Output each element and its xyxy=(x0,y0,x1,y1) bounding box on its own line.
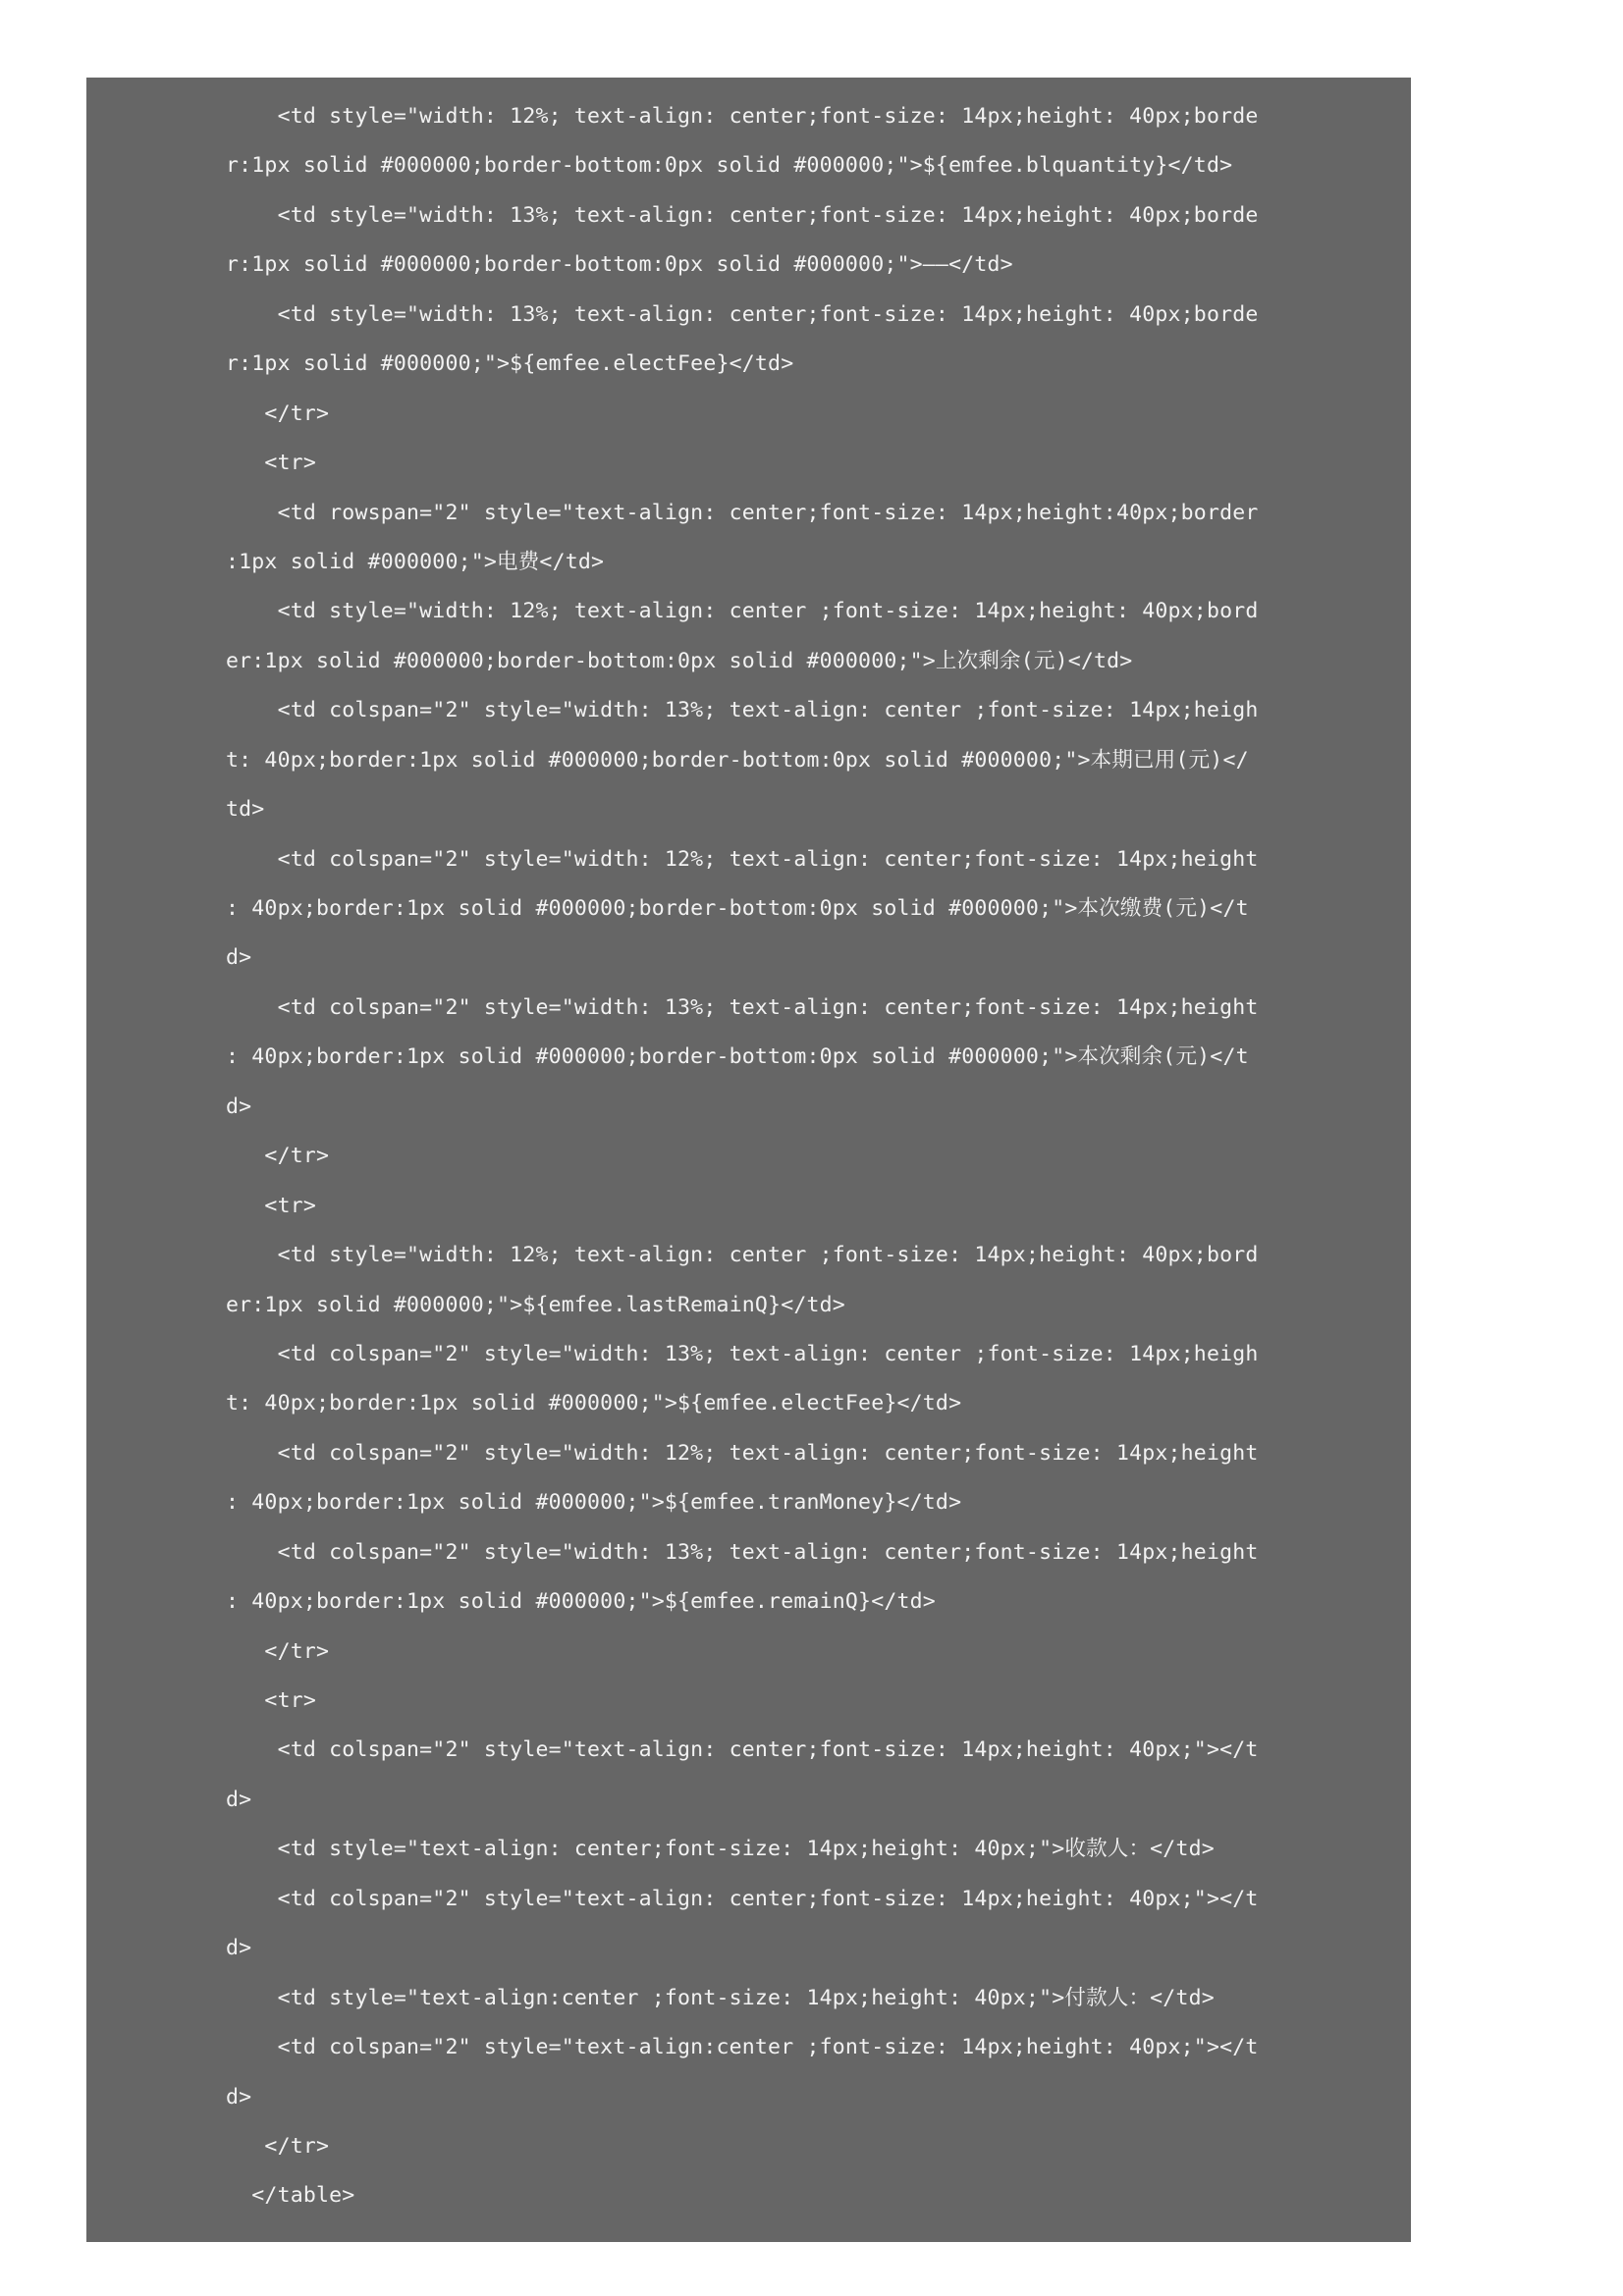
code-line: : 40px;border:1px solid #000000;border-bottom:0px solid #000000;">本次剩余(元)</t xyxy=(226,1044,1249,1070)
code-line: r:1px solid #000000;">${emfee.electFee}</td> xyxy=(226,351,794,377)
code-line: </tr> xyxy=(226,1144,330,1169)
code-line: <td colspan="2" style="width: 13%; text-align: center;font-size: 14px;height xyxy=(226,1539,1259,1565)
code-line: td> xyxy=(226,797,265,823)
code-line: t: 40px;border:1px solid #000000;">${emfee.electFee}</td> xyxy=(226,1391,962,1416)
code-lines xyxy=(226,92,1259,2221)
code-line: <td colspan="2" style="text-align:center ;font-size: 14px;height: 40px;"></t xyxy=(226,2035,1259,2060)
code-line: <tr> xyxy=(226,1193,317,1218)
code-line: :1px solid #000000;">电费</td> xyxy=(226,549,605,574)
code-line: <td rowspan="2" style="text-align: center;font-size: 14px;height:40px;border xyxy=(226,500,1259,525)
code-line: </table> xyxy=(226,2183,355,2209)
code-line: <td colspan="2" style="width: 12%; text-align: center;font-size: 14px;height xyxy=(226,846,1259,872)
code-line: <td style="text-align:center ;font-size: 14px;height: 40px;">付款人：</td> xyxy=(226,1985,1215,2010)
code-line: r:1px solid #000000;border-bottom:0px solid #000000;">——</td> xyxy=(226,252,1013,278)
code-line: d> xyxy=(226,1787,252,1812)
code-line: </tr> xyxy=(226,1638,330,1664)
code-line: <td style="text-align: center;font-size: 14px;height: 40px;">收款人：</td> xyxy=(226,1837,1215,1862)
code-line: <tr> xyxy=(226,1688,317,1713)
code-line: d> xyxy=(226,2084,252,2109)
code-line: <td colspan="2" style="text-align: center;font-size: 14px;height: 40px;"></t xyxy=(226,1737,1259,1763)
code-line: <td colspan="2" style="width: 12%; text-align: center;font-size: 14px;height xyxy=(226,1440,1259,1466)
code-line: d> xyxy=(226,1936,252,1961)
code-line: <td style="width: 13%; text-align: center;font-size: 14px;height: 40px;borde xyxy=(226,301,1259,327)
code-block xyxy=(86,78,1411,2242)
code-line: er:1px solid #000000;border-bottom:0px solid #000000;">上次剩余(元)</td> xyxy=(226,648,1133,673)
code-line: : 40px;border:1px solid #000000;border-bottom:0px solid #000000;">本次缴费(元)</t xyxy=(226,896,1249,921)
code-line: <td style="width: 12%; text-align: center ;font-size: 14px;height: 40px;bord xyxy=(226,599,1259,624)
code-line: <td style="width: 12%; text-align: center;font-size: 14px;height: 40px;borde xyxy=(226,104,1259,129)
code-line: <td colspan="2" style="width: 13%; text-align: center ;font-size: 14px;heigh xyxy=(226,698,1259,723)
code-line: <td colspan="2" style="text-align: center;font-size: 14px;height: 40px;"></t xyxy=(226,1886,1259,1911)
code-line: <td style="width: 12%; text-align: center ;font-size: 14px;height: 40px;bord xyxy=(226,1243,1259,1268)
code-line: d> xyxy=(226,945,252,971)
code-line: : 40px;border:1px solid #000000;">${emfee.tranMoney}</td> xyxy=(226,1490,962,1516)
code-line: </tr> xyxy=(226,2133,330,2159)
code-line: </tr> xyxy=(226,400,330,426)
code-line: <td colspan="2" style="width: 13%; text-align: center ;font-size: 14px;heigh xyxy=(226,1341,1259,1366)
code-line: er:1px solid #000000;">${emfee.lastRemainQ}</td> xyxy=(226,1292,845,1317)
code-line: d> xyxy=(226,1094,252,1119)
code-line: : 40px;border:1px solid #000000;">${emfee.remainQ}</td> xyxy=(226,1589,936,1615)
code-line: <td colspan="2" style="width: 13%; text-align: center;font-size: 14px;height xyxy=(226,994,1259,1020)
code-line: r:1px solid #000000;border-bottom:0px solid #000000;">${emfee.blquantity}</td> xyxy=(226,153,1233,179)
code-line: <tr> xyxy=(226,451,317,476)
code-line: t: 40px;border:1px solid #000000;border-bottom:0px solid #000000;">本期已用(元)</ xyxy=(226,747,1249,773)
code-line: <td style="width: 13%; text-align: center;font-size: 14px;height: 40px;borde xyxy=(226,202,1259,228)
